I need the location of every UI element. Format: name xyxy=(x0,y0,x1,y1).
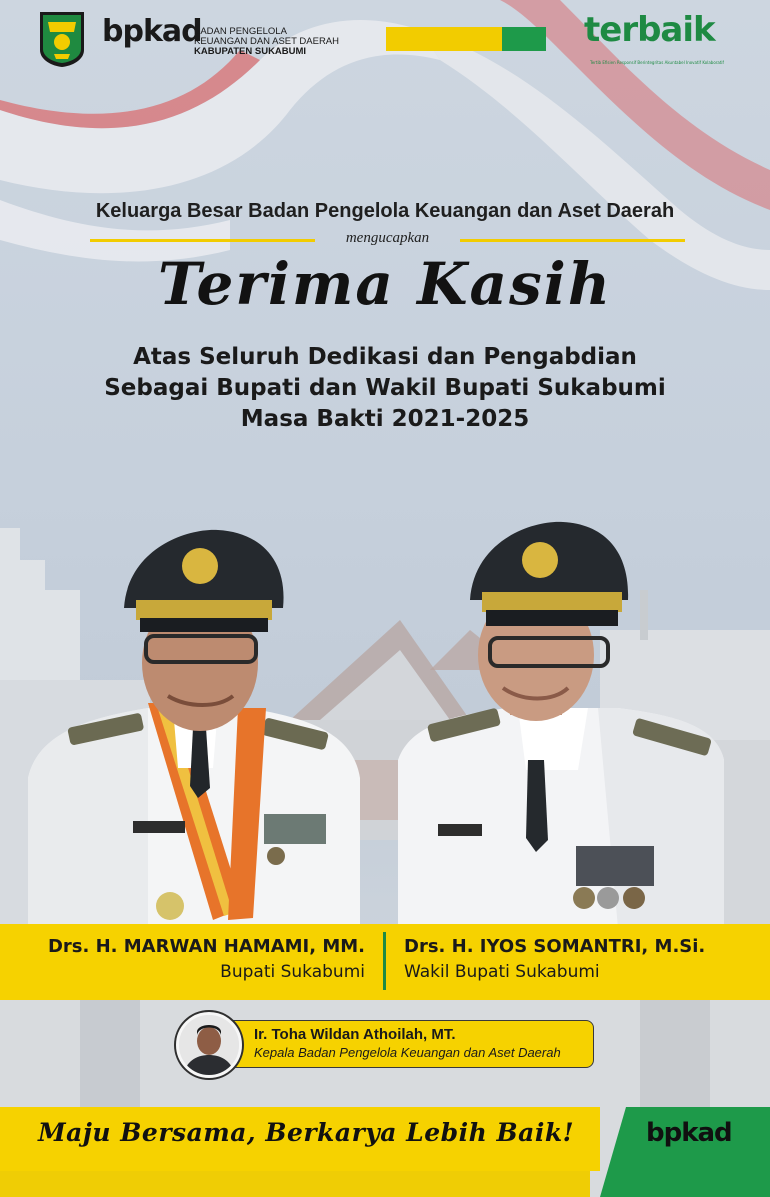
org-line-3: KABUPATEN SUKABUMI xyxy=(194,46,307,57)
org-line-1: BADAN PENGELOLA xyxy=(194,26,287,37)
dedication-line-3: Masa Bakti 2021-2025 xyxy=(240,406,530,432)
slogan: Maju Bersama, Berkarya Lebih Baik! xyxy=(38,1118,575,1147)
vice-regent-role: Wakil Bupati Sukabumi xyxy=(404,962,600,982)
bpkad-logo: bpkad xyxy=(102,14,202,49)
terbaik-logo-wordmark: terbaik xyxy=(584,10,715,50)
divider-line-right xyxy=(460,239,685,242)
dedication-line-1: Atas Seluruh Dedikasi dan Pengabdian xyxy=(133,344,637,370)
header xyxy=(0,0,770,80)
terbaik-tagline: Tertib Efisien Responsif Berintegritas Akuntabel Inovatif Kolaboratif xyxy=(590,60,724,65)
footer-yellow-strip xyxy=(0,1171,590,1197)
org-line-2: KEUANGAN DAN ASET DAERAH xyxy=(194,36,340,47)
terbaik-logo xyxy=(584,10,734,70)
head-avatar xyxy=(176,1012,242,1078)
footer-bpkad-logo: bpkad xyxy=(646,1118,732,1148)
says-text: mengucapkan xyxy=(345,230,430,246)
regent-role: Bupati Sukabumi xyxy=(220,962,365,982)
organization-name xyxy=(194,27,339,57)
head-role: Kepala Badan Pengelola Keuangan dan Aset Daerah xyxy=(254,1045,561,1060)
regent-portrait xyxy=(28,528,368,928)
color-bar xyxy=(386,27,546,51)
dedication-line-2: Sebagai Bupati dan Wakil Bupati Sukabumi xyxy=(104,375,666,401)
vice-regent-name: Drs. H. IYOS SOMANTRI, M.Si. xyxy=(404,936,706,957)
dedication-text xyxy=(0,342,770,435)
family-line: Keluarga Besar Badan Pengelola Keuangan dan Aset Daerah xyxy=(95,200,675,222)
head-name: Ir. Toha Wildan Athoilah, MT. xyxy=(254,1026,456,1043)
name-divider xyxy=(383,932,386,990)
vice-regent-caption xyxy=(404,936,734,982)
head-portrait-illustration xyxy=(179,1015,239,1075)
color-bar-yellow xyxy=(386,27,502,51)
regent-caption xyxy=(40,936,365,982)
regent-name: Drs. H. MARWAN HAMAMI, MM. xyxy=(47,936,365,957)
color-bar-green xyxy=(502,27,546,51)
regency-crest-icon xyxy=(38,10,86,68)
thanks-title: Terima Kasih xyxy=(158,250,612,318)
says-row xyxy=(90,230,685,250)
vice-regent-portrait xyxy=(398,520,728,928)
